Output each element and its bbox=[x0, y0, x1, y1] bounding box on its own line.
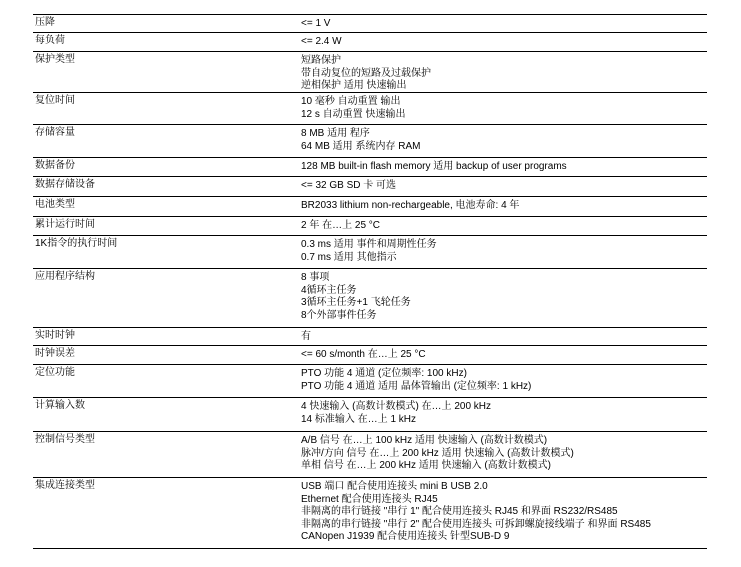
spec-label: 实时时钟 bbox=[35, 330, 75, 341]
table-row bbox=[33, 345, 707, 364]
spec-value bbox=[301, 33, 707, 51]
spec-label: 存储容量 bbox=[35, 127, 75, 138]
spec-value-line: 单相 信号 在…上 200 kHz 适用 快速输入 (高数计数模式) bbox=[301, 460, 552, 472]
spec-label: 压降 bbox=[35, 17, 55, 28]
spec-value-line: USB 端口 配合使用连接头 mini B USB 2.0 bbox=[301, 481, 488, 492]
table-row bbox=[33, 364, 707, 397]
spec-value bbox=[301, 52, 707, 92]
spec-value-line: CANopen J1939 配合使用连接头 针型SUB-D 9 bbox=[301, 531, 510, 543]
spec-value-line: 8 事项 bbox=[301, 272, 330, 283]
spec-value bbox=[301, 125, 707, 157]
spec-value bbox=[301, 93, 707, 124]
spec-label: 每负荷 bbox=[35, 35, 65, 46]
spec-value bbox=[301, 158, 707, 176]
spec-value-line: 4 快速输入 (高数计数模式) 在…上 200 kHz bbox=[301, 401, 492, 412]
table-row bbox=[33, 124, 707, 157]
table-row bbox=[33, 327, 707, 345]
spec-value bbox=[301, 398, 707, 431]
table-row bbox=[33, 477, 707, 549]
spec-label: 数据备份 bbox=[35, 160, 75, 171]
spec-value-line: 逆相保护 适用 快速输出 bbox=[301, 80, 407, 92]
spec-value bbox=[301, 236, 707, 268]
spec-value bbox=[301, 328, 707, 345]
spec-value bbox=[301, 478, 707, 548]
spec-value-line: 2 年 在…上 25 °C bbox=[301, 220, 381, 231]
spec-label: 1K指令的执行时间 bbox=[35, 238, 118, 249]
spec-value-line: 4循环主任务 bbox=[301, 284, 357, 296]
spec-value-line: 有 bbox=[301, 331, 311, 342]
spec-value bbox=[301, 177, 707, 196]
table-row bbox=[33, 157, 707, 176]
spec-value-line: <= 32 GB SD 卡 可选 bbox=[301, 180, 397, 191]
table-row bbox=[33, 196, 707, 216]
table-row bbox=[33, 268, 707, 327]
spec-table bbox=[33, 14, 707, 549]
spec-value-line: 8 MB 适用 程序 bbox=[301, 128, 370, 139]
spec-value-line: 12 s 自动重置 快速输出 bbox=[301, 108, 406, 120]
spec-value bbox=[301, 217, 707, 235]
spec-value-line: 非隔离的串行链接 "串行 2" 配合使用连接头 可拆卸螺旋接线端子 和界面 RS485 bbox=[301, 518, 651, 530]
table-row bbox=[33, 32, 707, 51]
spec-label: 数据存储设备 bbox=[35, 179, 95, 190]
spec-value bbox=[301, 365, 707, 397]
spec-value-line: 10 毫秒 自动重置 输出 bbox=[301, 96, 401, 107]
spec-value-line: 脉冲/方向 信号 在…上 200 kHz 适用 快速输入 (高数计数模式) bbox=[301, 447, 574, 459]
spec-value-line: 带自动复位的短路及过载保护 bbox=[301, 67, 431, 79]
spec-value-line: 0.7 ms 适用 其他指示 bbox=[301, 251, 397, 263]
table-row bbox=[33, 14, 707, 32]
spec-label: 计算输入数 bbox=[35, 400, 85, 411]
spec-value-line: 8个外部事件任务 bbox=[301, 309, 377, 321]
spec-value bbox=[301, 197, 707, 216]
spec-value-line: A/B 信号 在…上 100 kHz 适用 快速输入 (高数计数模式) bbox=[301, 435, 548, 446]
spec-value-line: <= 60 s/month 在…上 25 °C bbox=[301, 349, 426, 360]
spec-value bbox=[301, 269, 707, 327]
table-row bbox=[33, 51, 707, 92]
spec-label: 电池类型 bbox=[35, 199, 75, 210]
spec-value bbox=[301, 432, 707, 477]
spec-label: 控制信号类型 bbox=[35, 434, 95, 445]
spec-value-line: 3循环主任务+1 飞轮任务 bbox=[301, 297, 411, 309]
spec-label: 定位功能 bbox=[35, 367, 75, 378]
spec-value-line: PTO 功能 4 通道 适用 晶体管输出 (定位频率: 1 kHz) bbox=[301, 380, 532, 392]
spec-label: 集成连接类型 bbox=[35, 480, 95, 491]
spec-label: 复位时间 bbox=[35, 95, 75, 106]
spec-value-line: <= 2.4 W bbox=[301, 36, 342, 47]
spec-value-line: Ethernet 配合使用连接头 RJ45 bbox=[301, 493, 438, 505]
table-row bbox=[33, 397, 707, 431]
spec-value-line: 0.3 ms 适用 事件和周期性任务 bbox=[301, 239, 437, 250]
table-row bbox=[33, 235, 707, 268]
spec-value bbox=[301, 15, 707, 32]
spec-value-line: 64 MB 适用 系统内存 RAM bbox=[301, 140, 421, 152]
spec-value-line: <= 1 V bbox=[301, 18, 331, 29]
spec-label: 时钟误差 bbox=[35, 348, 75, 359]
spec-value-line: 非隔离的串行链接 "串行 1" 配合使用连接头 RJ45 和界面 RS232/RS485 bbox=[301, 506, 618, 518]
spec-value bbox=[301, 346, 707, 364]
table-row bbox=[33, 176, 707, 196]
table-row bbox=[33, 431, 707, 477]
spec-value-line: 短路保护 bbox=[301, 55, 341, 66]
table-row bbox=[33, 216, 707, 235]
table-row bbox=[33, 92, 707, 124]
spec-label: 应用程序结构 bbox=[35, 271, 95, 282]
spec-value-line: 128 MB built-in flash memory 适用 backup of user programs bbox=[301, 161, 567, 172]
spec-value-line: BR2033 lithium non-rechargeable, 电池寿命: 4 年 bbox=[301, 200, 520, 211]
spec-value-line: PTO 功能 4 通道 (定位频率: 100 kHz) bbox=[301, 368, 467, 379]
spec-label: 保护类型 bbox=[35, 54, 75, 65]
spec-value-line: 14 标准输入 在…上 1 kHz bbox=[301, 413, 417, 425]
spec-label: 累计运行时间 bbox=[35, 219, 95, 230]
